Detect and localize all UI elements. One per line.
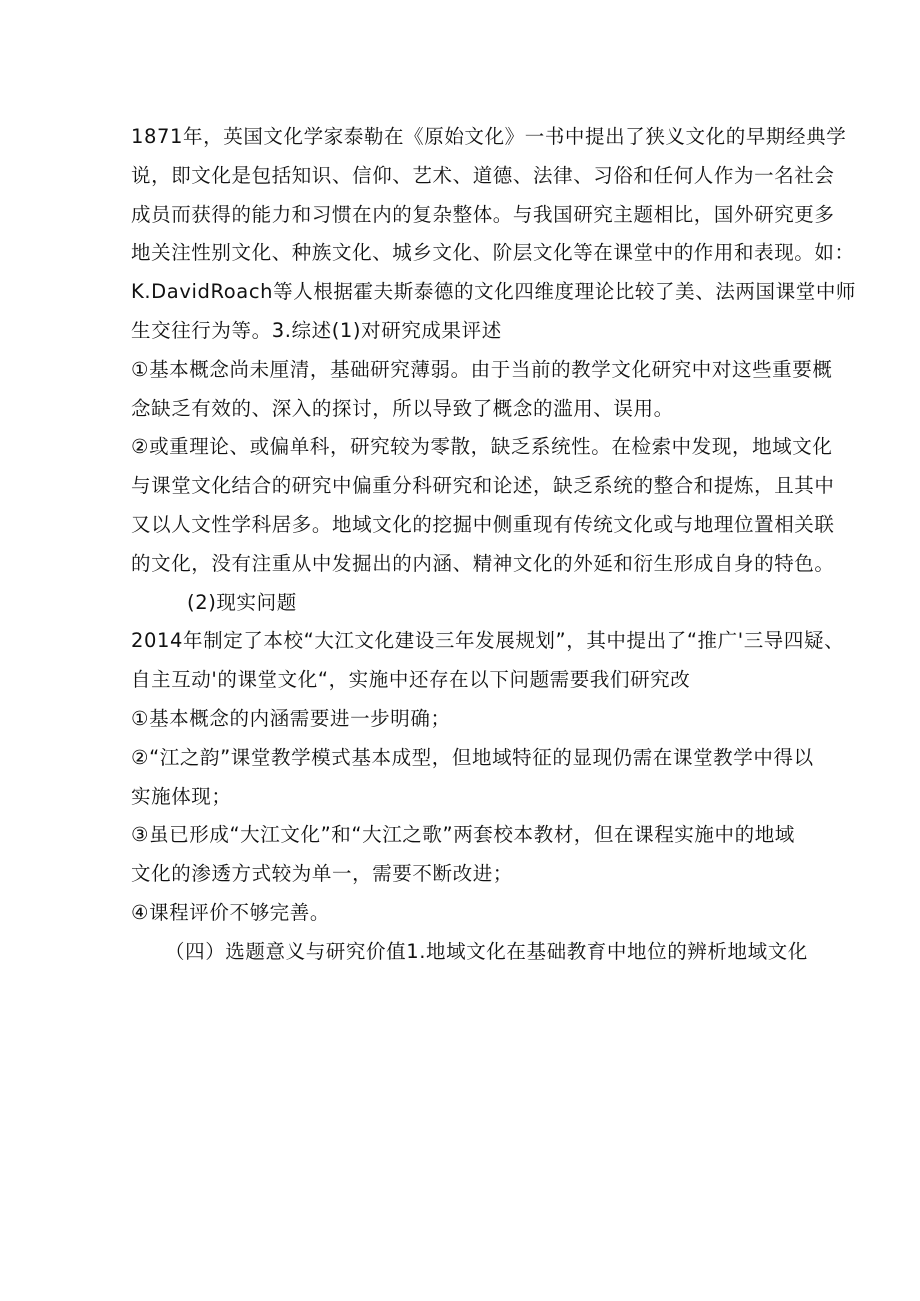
paragraph-line: 生交往行为等。3.综述(1)对研究成果评述 xyxy=(131,318,502,342)
paragraph-line: K.DavidRoach等人根据霍夫斯泰德的文化四维度理论比较了美、法两国课堂中师 xyxy=(131,280,857,304)
paragraph-line: ②“江之韵”课堂教学模式基本成型，但地域特征的显现仍需在课堂教学中得以 xyxy=(131,745,814,769)
document-body xyxy=(131,118,857,972)
section-heading: (2)现实问题 xyxy=(187,590,297,614)
paragraph-line: ②或重理论、或偏单科，研究较为零散，缺乏系统性。在检索中发现，地域文化 xyxy=(131,435,833,459)
paragraph-line: 与课堂文化结合的研究中偏重分科研究和论述，缺乏系统的整合和提炼，且其中 xyxy=(131,474,835,498)
paragraph-line: 的文化，没有注重从中发掘出的内涵、精神文化的外延和衍生形成自身的特色。 xyxy=(131,551,835,575)
paragraph-line: ④课程评价不够完善。 xyxy=(131,900,330,924)
paragraph-line: 地关注性别文化、种族文化、城乡文化、阶层文化等在课堂中的作用和表现。如： xyxy=(131,241,855,265)
paragraph-line: 文化的渗透方式较为单一，需要不断改进； xyxy=(131,862,513,886)
paragraph-line: 成员而获得的能力和习惯在内的复杂整体。与我国研究主题相比，国外研究更多 xyxy=(131,202,835,226)
paragraph-line: 自主互动'的课堂文化“，实施中还存在以下问题需要我们研究改 xyxy=(131,668,691,692)
paragraph-line: 又以人文性学科居多。地域文化的挖掘中侧重现有传统文化或与地理位置相关联 xyxy=(131,512,835,536)
paragraph-line: ①基本概念尚未厘清，基础研究薄弱。由于当前的教学文化研究中对这些重要概 xyxy=(131,357,833,381)
paragraph-line: 实施体现； xyxy=(131,784,232,808)
paragraph-line: 念缺乏有效的、深入的探讨，所以导致了概念的滥用、误用。 xyxy=(131,396,674,420)
section-heading: （四）选题意义与研究价值1.地域文化在基础教育中地位的辨析地域文化 xyxy=(165,939,808,963)
paragraph-line: ①基本概念的内涵需要进一步明确； xyxy=(131,706,451,730)
paragraph-line: 2014年制定了本校“大江文化建设三年发展规划”，其中提出了“推广'三导四疑、 xyxy=(131,629,845,653)
paragraph-line: 1871年，英国文化学家泰勒在《原始文化》一书中提出了狭义文化的早期经典学 xyxy=(131,125,847,148)
paragraph-line: ③虽已形成“大江文化”和“大江之歌”两套校本教材，但在课程实施中的地域 xyxy=(131,823,795,847)
paragraph-line: 说，即文化是包括知识、信仰、艺术、道德、法律、习俗和任何人作为一名社会 xyxy=(131,163,835,187)
